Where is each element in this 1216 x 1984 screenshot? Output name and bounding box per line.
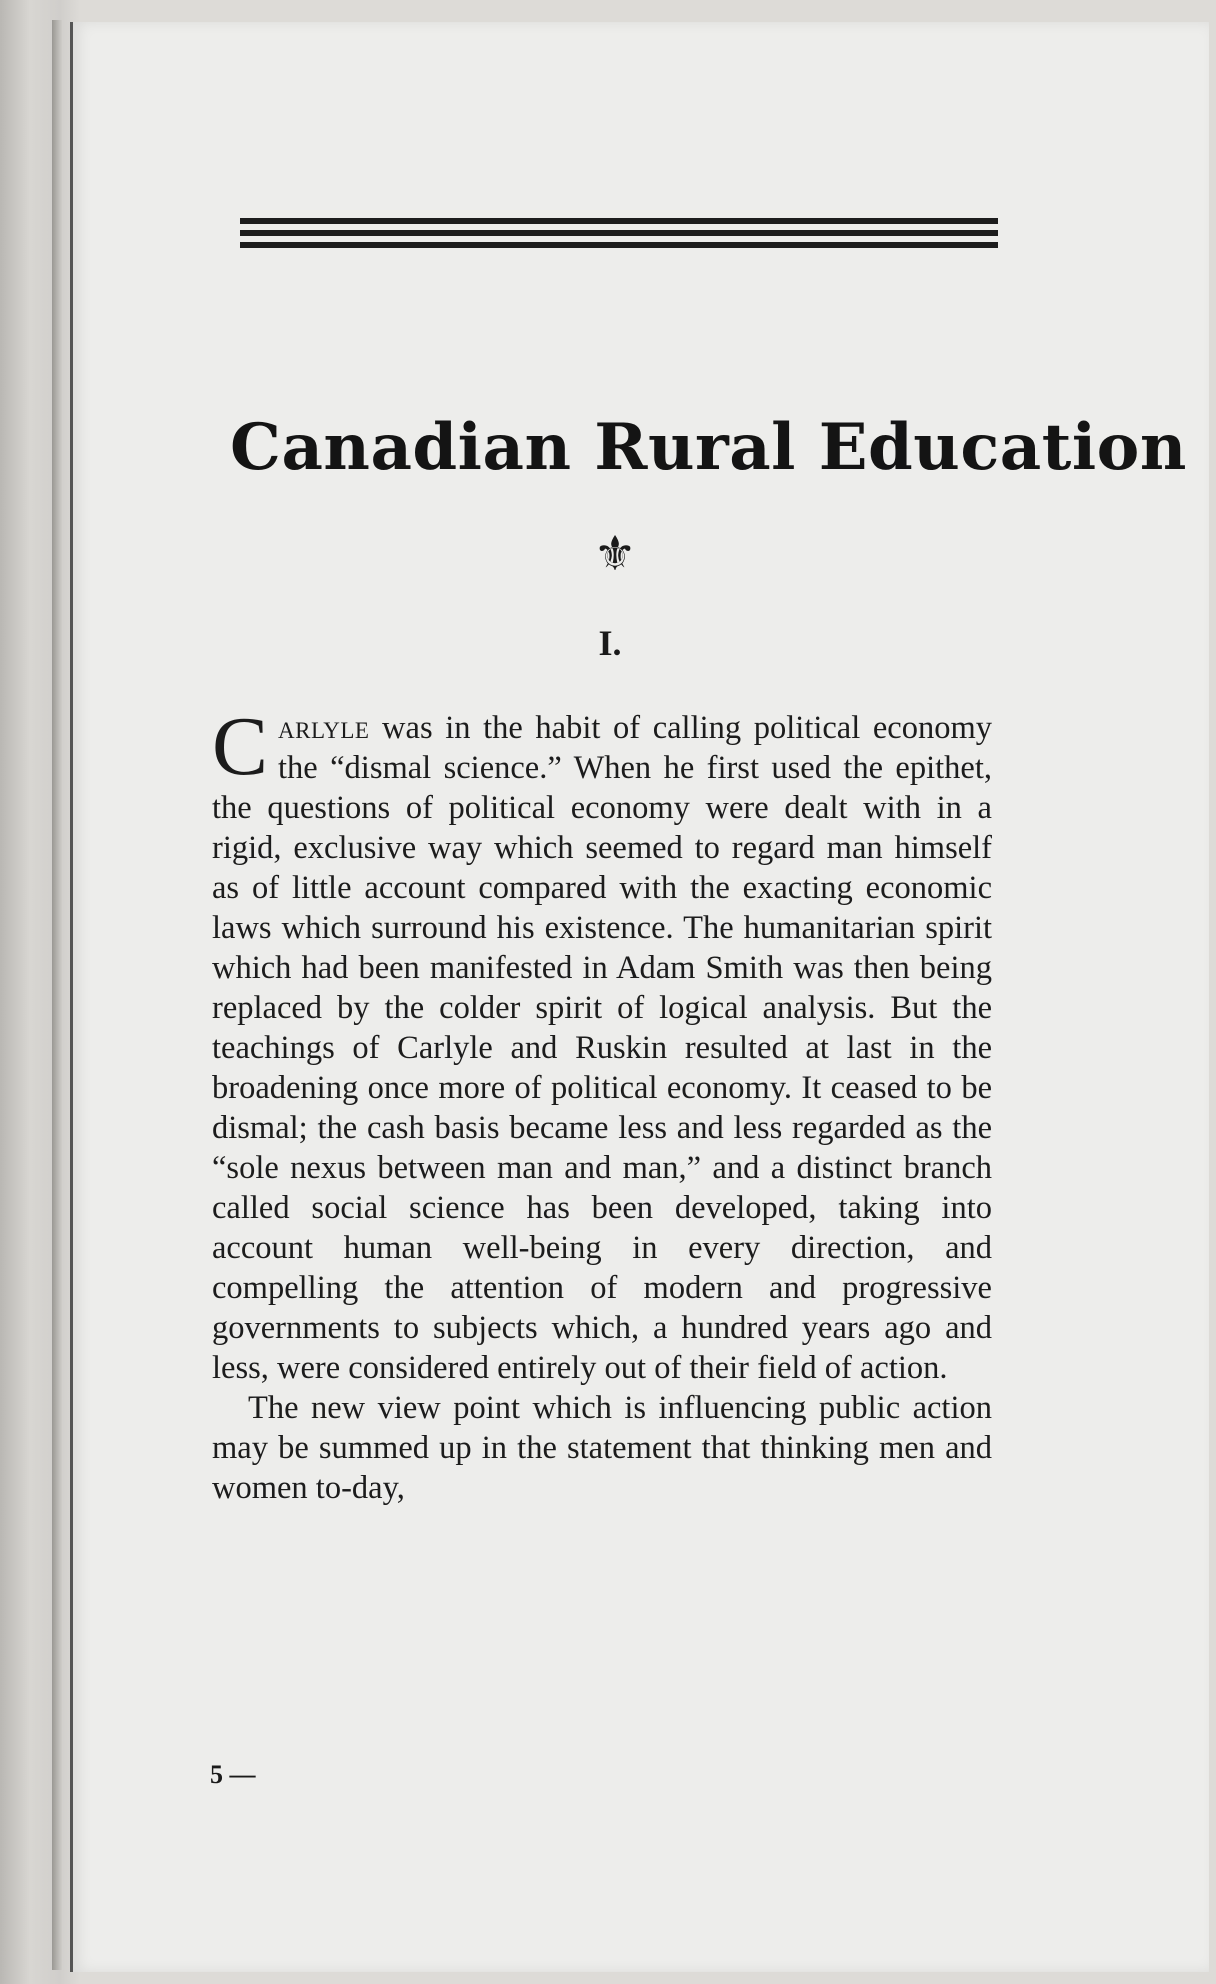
drop-cap: C	[212, 700, 269, 793]
chapter-title: Canadian Rural Education	[230, 410, 1187, 485]
lead-in-smallcaps: arlyle	[278, 710, 370, 746]
body-text	[212, 700, 992, 1508]
section-number: I.	[598, 623, 622, 663]
decorative-top-rule	[240, 218, 998, 262]
fleuron-ornament-icon: ⚜	[593, 528, 637, 581]
page-number: 5 —	[210, 1760, 256, 1789]
book-spine-edge	[52, 20, 62, 1970]
paragraph-1	[212, 700, 992, 1388]
paragraph-1-text: was in the habit of calling political economy the “dismal science.” When he first used the epithet, the questions of political economy were dealt with in a rigid, exclusive way which seemed to regard man himself as of little account compared with the exacting economic laws which surround his existence. The humanitarian spirit which had been manifested in Adam Smith was then being replaced by the colder spirit of logical analysis. But the teachings of Carlyle and Ruskin resulted at last in the broadening once more of political economy. It ceased to be dismal; the cash basis became less and less regarded as the “sole nexus between man and man,” and a distinct branch called social science has been developed, taking into account human well-being in every direction, and compelling the attention of modern and progressive governments to subjects which, a hundred years ago and less, were considered entirely out of their field of action.	[212, 710, 992, 1386]
paragraph-2: The new view point which is influencing public action may be summed up in the statement that thinking men and women to-day,	[212, 1390, 992, 1506]
